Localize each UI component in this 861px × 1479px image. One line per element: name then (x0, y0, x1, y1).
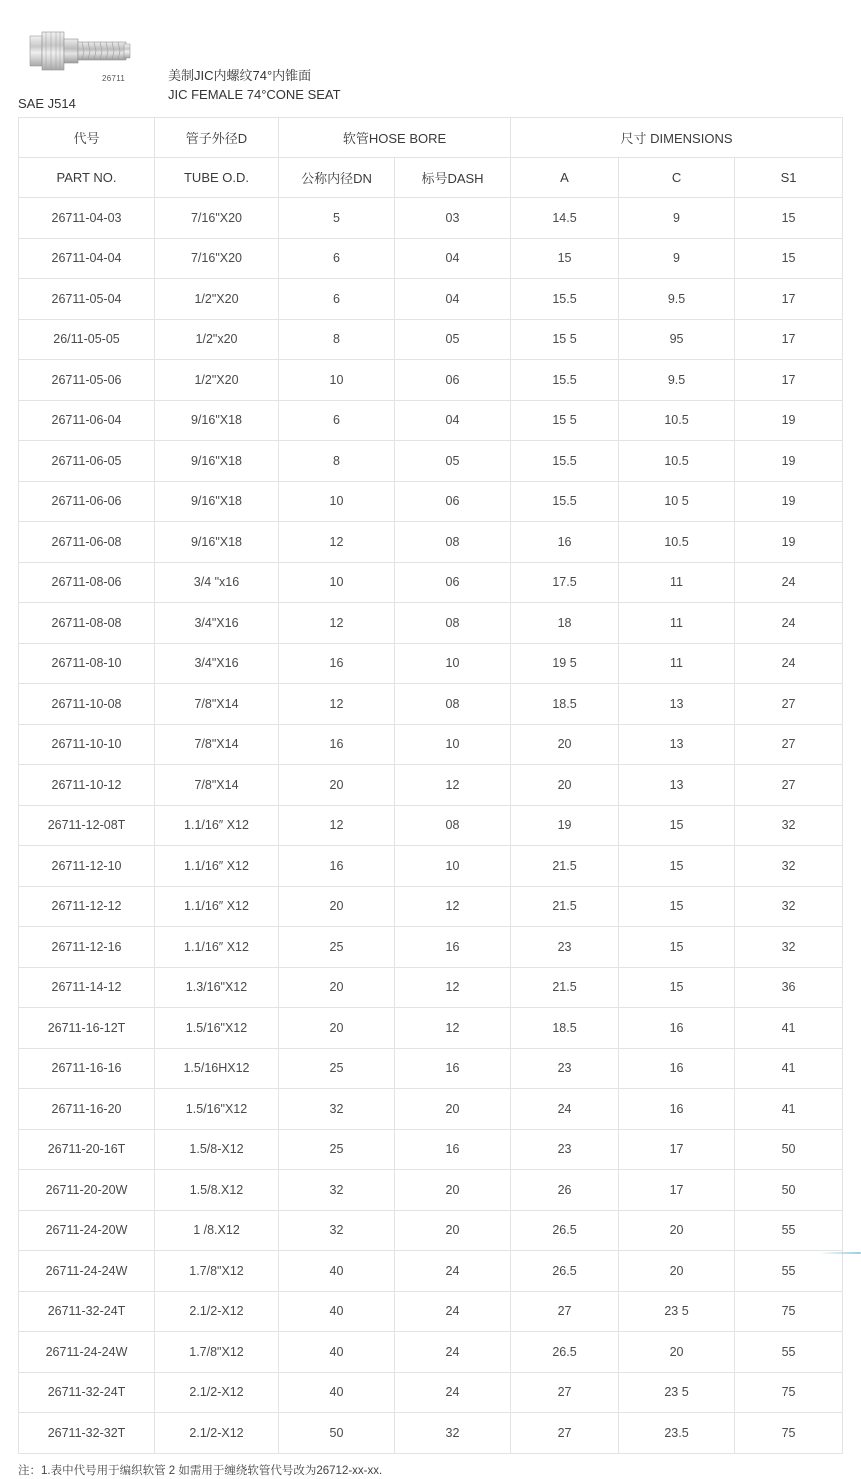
table-cell-tubeod: 7/8"X14 (155, 724, 279, 765)
table-cell-tubeod: 1.5/16"X12 (155, 1089, 279, 1130)
table-row (19, 481, 843, 522)
table-cell-dn: 16 (279, 643, 395, 684)
table-cell-c: 20 (619, 1210, 735, 1251)
table-cell-partno: 26711-04-03 (19, 198, 155, 239)
table-cell-s1: 75 (735, 1291, 843, 1332)
table-cell-c: 13 (619, 765, 735, 806)
table-group-header-row (19, 118, 843, 158)
table-cell-dn: 8 (279, 319, 395, 360)
footer-note: 注：1.表中代号用于编织软管 2 如需用于缠绕软管代号改为26712-xx-xx. (18, 1464, 383, 1477)
table-cell-tubeod: 7/8"X14 (155, 684, 279, 725)
table-cell-a: 15 5 (511, 400, 619, 441)
table-row (19, 1129, 843, 1170)
table-cell-dn: 12 (279, 603, 395, 644)
table-cell-dn: 10 (279, 360, 395, 401)
table-cell-s1: 17 (735, 319, 843, 360)
table-cell-tubeod: 3/4"X16 (155, 643, 279, 684)
table-cell-s1: 19 (735, 441, 843, 482)
table-cell-tubeod: 9/16"X18 (155, 522, 279, 563)
table-row (19, 441, 843, 482)
table-cell-s1: 32 (735, 927, 843, 968)
table-cell-s1: 19 (735, 481, 843, 522)
table-cell-dash: 16 (395, 927, 511, 968)
table-cell-s1: 50 (735, 1170, 843, 1211)
table-cell-c: 95 (619, 319, 735, 360)
table-cell-dash: 24 (395, 1372, 511, 1413)
table-cell-dn: 32 (279, 1170, 395, 1211)
table-cell-dn: 6 (279, 400, 395, 441)
table-cell-partno: 26711-24-24W (19, 1251, 155, 1292)
table-row (19, 724, 843, 765)
table-cell-partno: 26711-05-04 (19, 279, 155, 320)
table-cell-dn: 6 (279, 279, 395, 320)
table-cell-s1: 41 (735, 1089, 843, 1130)
table-cell-c: 17 (619, 1129, 735, 1170)
table-cell-dash: 05 (395, 441, 511, 482)
table-cell-dash: 10 (395, 643, 511, 684)
table-row (19, 1008, 843, 1049)
table-cell-dash: 32 (395, 1413, 511, 1454)
table-cell-tubeod: 9/16"X18 (155, 400, 279, 441)
table-row (19, 562, 843, 603)
table-cell-tubeod: 1/2"x20 (155, 319, 279, 360)
group-header-hose-bore: 软管HOSE BORE (279, 118, 511, 158)
table-cell-dash: 03 (395, 198, 511, 239)
sub-header-c: C (619, 158, 735, 198)
table-cell-c: 23 5 (619, 1372, 735, 1413)
table-cell-dn: 16 (279, 846, 395, 887)
table-cell-dash: 08 (395, 603, 511, 644)
table-cell-dash: 16 (395, 1048, 511, 1089)
table-cell-tubeod: 7/16"X20 (155, 238, 279, 279)
table-cell-c: 15 (619, 886, 735, 927)
table-row (19, 1170, 843, 1211)
table-cell-tubeod: 1.1/16″ X12 (155, 927, 279, 968)
table-cell-partno: 26711-16-12T (19, 1008, 155, 1049)
table-cell-a: 21.5 (511, 846, 619, 887)
table-cell-c: 11 (619, 603, 735, 644)
table-row (19, 360, 843, 401)
table-cell-dash: 04 (395, 279, 511, 320)
table-cell-s1: 27 (735, 684, 843, 725)
table-cell-dash: 06 (395, 481, 511, 522)
table-cell-partno: 26711-04-04 (19, 238, 155, 279)
table-cell-dn: 40 (279, 1251, 395, 1292)
table-cell-s1: 32 (735, 886, 843, 927)
table-cell-partno: 26711-12-10 (19, 846, 155, 887)
table-cell-dn: 40 (279, 1291, 395, 1332)
table-cell-dn: 5 (279, 198, 395, 239)
table-cell-partno: 26711-32-24T (19, 1291, 155, 1332)
table-cell-a: 15.5 (511, 279, 619, 320)
table-cell-s1: 24 (735, 562, 843, 603)
table-cell-s1: 32 (735, 846, 843, 887)
table-cell-s1: 32 (735, 805, 843, 846)
table-row (19, 1372, 843, 1413)
table-row (19, 846, 843, 887)
table-cell-s1: 27 (735, 765, 843, 806)
table-cell-dash: 04 (395, 400, 511, 441)
table-cell-c: 9.5 (619, 279, 735, 320)
table-cell-s1: 24 (735, 643, 843, 684)
table-row (19, 1089, 843, 1130)
table-row (19, 1210, 843, 1251)
table-cell-tubeod: 1.3/16"X12 (155, 967, 279, 1008)
table-row (19, 1291, 843, 1332)
table-cell-c: 16 (619, 1008, 735, 1049)
table-cell-a: 17.5 (511, 562, 619, 603)
sub-header-a: A (511, 158, 619, 198)
table-cell-s1: 15 (735, 238, 843, 279)
table-body (19, 198, 843, 1454)
table-cell-tubeod: 2.1/2-X12 (155, 1291, 279, 1332)
table-cell-c: 9.5 (619, 360, 735, 401)
sub-header-part-no: PART NO. (19, 158, 155, 198)
table-cell-s1: 55 (735, 1251, 843, 1292)
table-cell-partno: 26/11-05-05 (19, 319, 155, 360)
table-cell-partno: 26711-10-10 (19, 724, 155, 765)
table-cell-dn: 40 (279, 1332, 395, 1373)
table-cell-s1: 75 (735, 1413, 843, 1454)
table-cell-s1: 17 (735, 279, 843, 320)
table-cell-a: 23 (511, 927, 619, 968)
table-cell-s1: 55 (735, 1210, 843, 1251)
table-cell-s1: 19 (735, 400, 843, 441)
table-cell-a: 21.5 (511, 967, 619, 1008)
table-cell-tubeod: 9/16"X18 (155, 481, 279, 522)
table-cell-a: 23 (511, 1048, 619, 1089)
table-cell-partno: 26711-12-12 (19, 886, 155, 927)
table-cell-c: 23 5 (619, 1291, 735, 1332)
table-cell-dn: 20 (279, 1008, 395, 1049)
table-cell-c: 20 (619, 1251, 735, 1292)
table-cell-tubeod: 1.5/16HX12 (155, 1048, 279, 1089)
table-cell-a: 15.5 (511, 360, 619, 401)
sub-header-s1: S1 (735, 158, 843, 198)
table-cell-s1: 50 (735, 1129, 843, 1170)
table-cell-tubeod: 3/4"X16 (155, 603, 279, 644)
table-cell-dash: 08 (395, 684, 511, 725)
table-cell-dn: 10 (279, 562, 395, 603)
table-cell-a: 20 (511, 765, 619, 806)
table-row (19, 684, 843, 725)
table-cell-c: 10 5 (619, 481, 735, 522)
table-cell-dash: 10 (395, 724, 511, 765)
table-cell-s1: 41 (735, 1048, 843, 1089)
table-cell-partno: 26711-12-16 (19, 927, 155, 968)
table-row (19, 319, 843, 360)
table-cell-c: 10.5 (619, 400, 735, 441)
sub-header-dash: 标号DASH (395, 158, 511, 198)
table-cell-partno: 26711-10-12 (19, 765, 155, 806)
standard-label: SAE J514 (18, 96, 76, 111)
table-cell-partno: 26711-06-08 (19, 522, 155, 563)
table-cell-s1: 36 (735, 967, 843, 1008)
table-cell-dash: 06 (395, 360, 511, 401)
table-row (19, 967, 843, 1008)
table-cell-dn: 32 (279, 1089, 395, 1130)
table-cell-dn: 25 (279, 1048, 395, 1089)
table-cell-tubeod: 1.5/8-X12 (155, 1129, 279, 1170)
table-cell-dash: 24 (395, 1291, 511, 1332)
table-cell-a: 19 (511, 805, 619, 846)
table-cell-partno: 26711-24-20W (19, 1210, 155, 1251)
table-cell-s1: 15 (735, 198, 843, 239)
table-cell-tubeod: 1/2"X20 (155, 360, 279, 401)
table-row (19, 1251, 843, 1292)
table-cell-partno: 26711-08-10 (19, 643, 155, 684)
table-cell-partno: 26711-32-32T (19, 1413, 155, 1454)
table-cell-dash: 10 (395, 846, 511, 887)
table-row (19, 927, 843, 968)
title-chinese: 美制JIC内螺纹74°内锥面 (168, 68, 312, 83)
table-cell-tubeod: 9/16"X18 (155, 441, 279, 482)
table-cell-tubeod: 1 /8.X12 (155, 1210, 279, 1251)
table-row (19, 1413, 843, 1454)
table-cell-a: 27 (511, 1413, 619, 1454)
group-header-part-no: 代号 (19, 118, 155, 158)
table-cell-a: 21.5 (511, 886, 619, 927)
table-cell-partno: 26711-10-08 (19, 684, 155, 725)
table-cell-partno: 26711-08-08 (19, 603, 155, 644)
table-cell-dash: 05 (395, 319, 511, 360)
group-header-dimensions: 尺寸 DIMENSIONS (511, 118, 843, 158)
table-cell-c: 9 (619, 238, 735, 279)
table-cell-c: 10.5 (619, 441, 735, 482)
group-header-tube-od: 管子外径D (155, 118, 279, 158)
table-row (19, 1048, 843, 1089)
table-cell-dn: 12 (279, 684, 395, 725)
table-cell-partno: 26711-16-20 (19, 1089, 155, 1130)
table-cell-tubeod: 1.5/8.X12 (155, 1170, 279, 1211)
table-cell-s1: 27 (735, 724, 843, 765)
table-cell-dash: 08 (395, 522, 511, 563)
table-cell-c: 9 (619, 198, 735, 239)
specification-table (18, 117, 843, 1454)
table-cell-dash: 20 (395, 1170, 511, 1211)
table-row (19, 886, 843, 927)
table-cell-partno: 26711-08-06 (19, 562, 155, 603)
table-cell-s1: 55 (735, 1332, 843, 1373)
table-head (19, 118, 843, 198)
table-cell-tubeod: 3/4 "x16 (155, 562, 279, 603)
table-cell-c: 10.5 (619, 522, 735, 563)
table-cell-dn: 16 (279, 724, 395, 765)
table-row (19, 643, 843, 684)
table-cell-c: 13 (619, 724, 735, 765)
table-cell-a: 15 (511, 238, 619, 279)
table-cell-dn: 20 (279, 967, 395, 1008)
title-block (168, 18, 341, 104)
table-row (19, 603, 843, 644)
table-cell-partno: 26711-06-06 (19, 481, 155, 522)
table-cell-dn: 25 (279, 1129, 395, 1170)
table-cell-a: 26.5 (511, 1210, 619, 1251)
table-cell-dash: 06 (395, 562, 511, 603)
table-cell-c: 16 (619, 1089, 735, 1130)
table-cell-dn: 12 (279, 522, 395, 563)
sub-header-tube-od: TUBE O.D. (155, 158, 279, 198)
table-cell-dn: 6 (279, 238, 395, 279)
fitting-illustration (24, 18, 144, 90)
table-cell-c: 17 (619, 1170, 735, 1211)
table-cell-dash: 12 (395, 1008, 511, 1049)
table-cell-partno: 26711-06-05 (19, 441, 155, 482)
table-row (19, 765, 843, 806)
table-cell-s1: 24 (735, 603, 843, 644)
table-row (19, 279, 843, 320)
table-cell-tubeod: 1.1/16″ X12 (155, 846, 279, 887)
table-cell-a: 27 (511, 1372, 619, 1413)
table-cell-tubeod: 1.7/8"X12 (155, 1251, 279, 1292)
table-cell-c: 15 (619, 846, 735, 887)
table-cell-s1: 75 (735, 1372, 843, 1413)
table-cell-c: 15 (619, 927, 735, 968)
table-cell-c: 23.5 (619, 1413, 735, 1454)
table-cell-s1: 41 (735, 1008, 843, 1049)
table-cell-tubeod: 1.5/16"X12 (155, 1008, 279, 1049)
table-cell-c: 15 (619, 805, 735, 846)
table-row (19, 805, 843, 846)
table-cell-dash: 20 (395, 1210, 511, 1251)
table-cell-a: 14.5 (511, 198, 619, 239)
scan-artifact (819, 1252, 861, 1254)
table-cell-tubeod: 1.1/16″ X12 (155, 886, 279, 927)
table-cell-partno: 26711-12-08T (19, 805, 155, 846)
table-row (19, 522, 843, 563)
table-cell-a: 20 (511, 724, 619, 765)
table-cell-dn: 40 (279, 1372, 395, 1413)
table-cell-a: 15 5 (511, 319, 619, 360)
table-cell-dn: 32 (279, 1210, 395, 1251)
table-cell-dash: 12 (395, 967, 511, 1008)
table-cell-c: 16 (619, 1048, 735, 1089)
table-cell-s1: 19 (735, 522, 843, 563)
table-cell-a: 26 (511, 1170, 619, 1211)
table-cell-a: 27 (511, 1291, 619, 1332)
figure-code: 26711 (102, 74, 126, 83)
table-cell-a: 26.5 (511, 1251, 619, 1292)
table-cell-a: 18 (511, 603, 619, 644)
title-english: JIC FEMALE 74°CONE SEAT (168, 87, 341, 102)
table-cell-tubeod: 1.1/16″ X12 (155, 805, 279, 846)
table-row (19, 400, 843, 441)
table-cell-dn: 25 (279, 927, 395, 968)
table-cell-partno: 26711-16-16 (19, 1048, 155, 1089)
sub-header-dn: 公称内径DN (279, 158, 395, 198)
table-cell-dash: 24 (395, 1332, 511, 1373)
table-cell-tubeod: 2.1/2-X12 (155, 1372, 279, 1413)
table-cell-tubeod: 7/16"X20 (155, 198, 279, 239)
table-cell-dash: 24 (395, 1251, 511, 1292)
table-cell-dash: 08 (395, 805, 511, 846)
table-row (19, 1332, 843, 1373)
table-cell-tubeod: 1.7/8"X12 (155, 1332, 279, 1373)
table-row (19, 198, 843, 239)
table-cell-dash: 20 (395, 1089, 511, 1130)
table-cell-a: 26.5 (511, 1332, 619, 1373)
table-cell-c: 11 (619, 643, 735, 684)
table-cell-a: 15.5 (511, 441, 619, 482)
table-cell-dn: 20 (279, 886, 395, 927)
table-cell-a: 23 (511, 1129, 619, 1170)
table-cell-partno: 26711-20-16T (19, 1129, 155, 1170)
table-cell-s1: 17 (735, 360, 843, 401)
table-cell-c: 15 (619, 967, 735, 1008)
table-cell-a: 15.5 (511, 481, 619, 522)
table-cell-dn: 20 (279, 765, 395, 806)
table-cell-dash: 12 (395, 886, 511, 927)
table-cell-a: 18.5 (511, 684, 619, 725)
table-cell-partno: 26711-06-04 (19, 400, 155, 441)
table-cell-dn: 50 (279, 1413, 395, 1454)
table-cell-a: 16 (511, 522, 619, 563)
table-cell-c: 11 (619, 562, 735, 603)
table-cell-dn: 12 (279, 805, 395, 846)
page-header (0, 0, 861, 102)
table-cell-tubeod: 2.1/2-X12 (155, 1413, 279, 1454)
table-cell-dn: 8 (279, 441, 395, 482)
table-cell-partno: 26711-32-24T (19, 1372, 155, 1413)
table-cell-a: 24 (511, 1089, 619, 1130)
table-cell-dash: 16 (395, 1129, 511, 1170)
table-cell-partno: 26711-24-24W (19, 1332, 155, 1373)
table-cell-tubeod: 1/2"X20 (155, 279, 279, 320)
table-cell-tubeod: 7/8"X14 (155, 765, 279, 806)
table-cell-a: 19 5 (511, 643, 619, 684)
table-cell-partno: 26711-14-12 (19, 967, 155, 1008)
table-cell-dn: 10 (279, 481, 395, 522)
table-cell-dash: 12 (395, 765, 511, 806)
table-cell-dash: 04 (395, 238, 511, 279)
table-row (19, 238, 843, 279)
table-cell-partno: 26711-20-20W (19, 1170, 155, 1211)
table-cell-a: 18.5 (511, 1008, 619, 1049)
table-sub-header-row (19, 158, 843, 198)
table-cell-c: 20 (619, 1332, 735, 1373)
table-cell-c: 13 (619, 684, 735, 725)
fitting-drawing-icon (24, 18, 144, 90)
table-cell-partno: 26711-05-06 (19, 360, 155, 401)
